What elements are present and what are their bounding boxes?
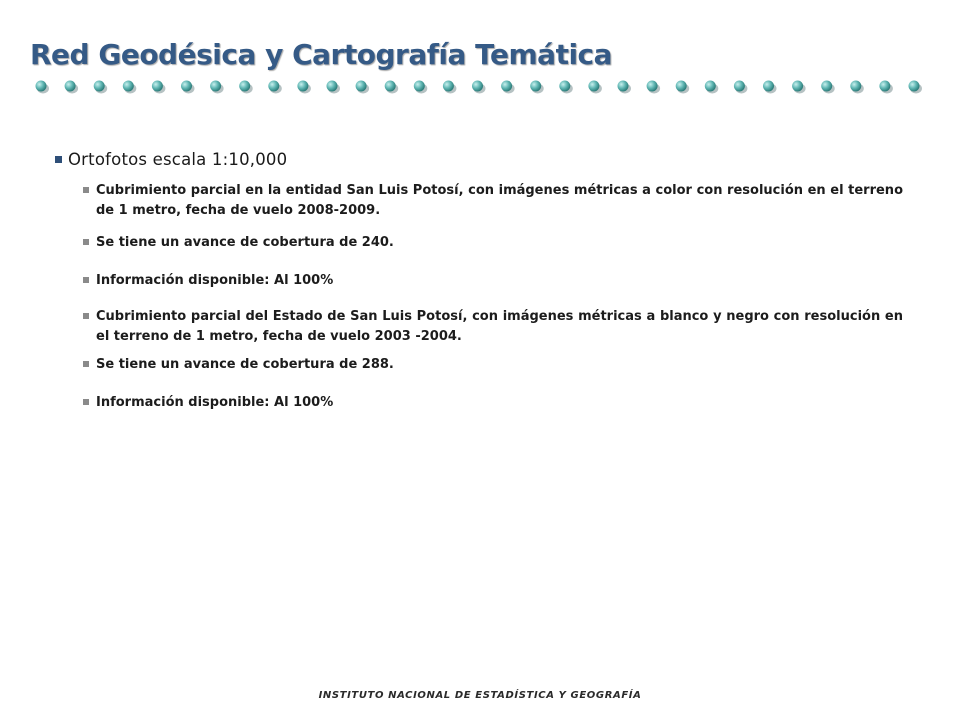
decorative-dot xyxy=(472,81,483,92)
bullet-square-icon xyxy=(55,156,62,163)
decorative-dot xyxy=(588,81,599,92)
decorative-dot xyxy=(181,81,192,92)
dot-row-graphic xyxy=(34,77,934,97)
decorative-dot xyxy=(676,81,687,92)
decorative-dot xyxy=(297,81,308,92)
decorative-dot xyxy=(443,81,454,92)
sub-bullet-list xyxy=(55,181,903,413)
decorative-dot xyxy=(385,81,396,92)
list-item-text: Se tiene un avance de cobertura de 240. xyxy=(96,235,394,250)
bullet-square-icon xyxy=(83,399,89,405)
decorative-dot xyxy=(123,81,134,92)
bullet-square-icon xyxy=(83,313,89,319)
footer-institution-name: INSTITUTO NACIONAL DE ESTADÍSTICA Y GEOGRAFÍA xyxy=(318,690,642,701)
decorative-dot xyxy=(414,81,425,92)
main-bullet xyxy=(55,150,903,169)
bullet-square-icon xyxy=(83,239,89,245)
decorative-dot xyxy=(705,81,716,92)
decorative-dot xyxy=(559,81,570,92)
decorative-dot xyxy=(647,81,658,92)
list-item xyxy=(55,271,903,291)
main-bullet-text: Ortofotos escala 1:10,000 xyxy=(68,150,288,169)
list-item-text: Se tiene un avance de cobertura de 288. xyxy=(96,357,394,372)
decorative-dot xyxy=(909,81,920,92)
bullet-square-icon xyxy=(83,361,89,367)
list-item xyxy=(55,307,903,347)
decorative-dot xyxy=(763,81,774,92)
footer xyxy=(0,683,960,702)
decorative-dot xyxy=(152,81,163,92)
bullet-square-icon xyxy=(83,277,89,283)
list-item-text: Cubrimiento parcial en la entidad San Luis Potosí, con imágenes métricas a color con resolución en el terreno de 1 metro, fecha de vuelo 2008-2009. xyxy=(96,183,903,218)
decorative-dot xyxy=(850,81,861,92)
decorative-dot xyxy=(356,81,367,92)
decorative-dot xyxy=(65,81,76,92)
decorative-dot-row xyxy=(34,77,934,97)
list-item-text: Cubrimiento parcial del Estado de San Luis Potosí, con imágenes métricas a blanco y negro con resolución en el terreno de 1 metro, fecha de vuelo 2003 -2004. xyxy=(96,309,903,344)
list-item xyxy=(55,181,903,221)
bullet-square-icon xyxy=(83,187,89,193)
decorative-dot xyxy=(268,81,279,92)
list-item-text: Información disponible: Al 100% xyxy=(96,273,334,288)
list-item xyxy=(55,355,903,375)
decorative-dot xyxy=(36,81,47,92)
decorative-dot xyxy=(821,81,832,92)
decorative-dot xyxy=(94,81,105,92)
slide-title: Red Geodésica y Cartografía Temática xyxy=(30,38,613,71)
list-item-text: Información disponible: Al 100% xyxy=(96,395,334,410)
content-area xyxy=(55,150,903,413)
decorative-dot xyxy=(879,81,890,92)
decorative-dot xyxy=(239,81,250,92)
list-item xyxy=(55,233,903,253)
decorative-dot xyxy=(327,81,338,92)
decorative-dot xyxy=(734,81,745,92)
decorative-dot xyxy=(501,81,512,92)
decorative-dot xyxy=(792,81,803,92)
decorative-dot xyxy=(210,81,221,92)
decorative-dot xyxy=(618,81,629,92)
list-item xyxy=(55,393,903,413)
decorative-dot xyxy=(530,81,541,92)
